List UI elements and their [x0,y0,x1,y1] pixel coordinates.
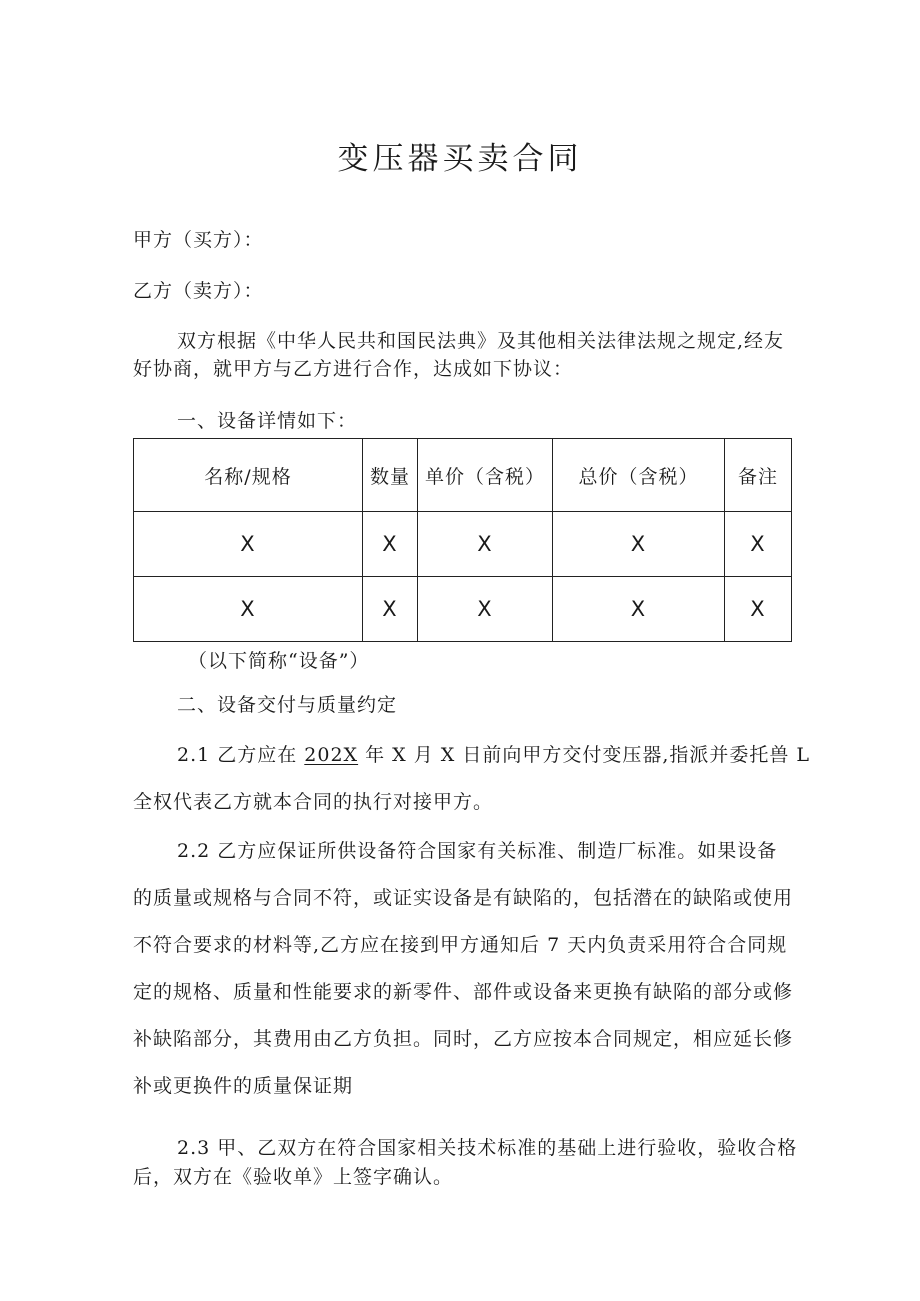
table-header-row [134,439,792,512]
table-cell: X [363,577,418,642]
party-a-label: 甲方（买方）： [133,229,264,251]
table-cell: X [553,577,725,642]
clause-2-2-line6: 补或更换件的质量保证期 [133,1075,354,1097]
intro-paragraph-line1: 双方根据《中华人民共和国民法典》及其他相关法律法规之规定,经友 [177,330,785,352]
clause-2-3-line2: 后，双方在《验收单》上签字确认。 [133,1166,454,1188]
table-cell: X [725,577,792,642]
equipment-table [133,438,792,642]
clause-2-1-year: 202X [304,744,359,766]
table-cell: X [553,512,725,577]
party-b-label: 乙方（卖方）： [133,280,264,302]
clause-2-3-line1: 2.3 甲、乙双方在符合国家相关技术标准的基础上进行验收，验收合格 [177,1137,798,1159]
table-note: （以下简称“设备”） [188,650,370,672]
table-cell: X [134,512,363,577]
clause-2-1-line1 [177,740,810,767]
clause-2-2-line5: 补缺陷部分，其费用由乙方负担。同时，乙方应按本合同规定，相应延长修 [133,1028,794,1050]
clause-2-1-prefix: 2.1 乙方应在 [177,744,305,766]
clause-2-2-line2: 的质量或规格与合同不符，或证实设备是有缺陷的，包括潜在的缺陷或使用 [133,887,794,909]
header-remarks: 备注 [725,439,792,512]
table-row [134,577,792,642]
intro-paragraph-line2: 好协商，就甲方与乙方进行合作，达成如下协议： [133,358,574,380]
clause-2-2-line1: 2.2 乙方应保证所供设备符合国家有关标准、制造厂标准。如果设备 [177,840,778,862]
header-unit-price: 单价（含税） [418,439,553,512]
clause-2-1-line2: 全权代表乙方就本合同的执行对接甲方。 [133,791,494,813]
table-row [134,512,792,577]
header-quantity: 数量 [363,439,418,512]
clause-2-1-rest: 年 X 月 X 日前向甲方交付变压器,指派并委托兽 L [358,744,811,766]
table-cell: X [363,512,418,577]
header-total-price: 总价（含税） [553,439,725,512]
clause-2-2-line3: 不符合要求的材料等,乙方应在接到甲方通知后 7 天内负责采用符合合同规 [133,934,788,956]
page-title: 变压器买卖合同 [337,141,583,177]
table-cell: X [134,577,363,642]
header-name-spec: 名称/规格 [134,439,363,512]
section1-heading: 一、设备详情如下： [177,410,358,432]
section2-heading: 二、设备交付与质量约定 [177,694,398,716]
table-cell: X [418,512,553,577]
clause-2-2-line4: 定的规格、质量和性能要求的新零件、部件或设备来更换有缺陷的部分或修 [133,981,794,1003]
table-cell: X [418,577,553,642]
table-cell: X [725,512,792,577]
